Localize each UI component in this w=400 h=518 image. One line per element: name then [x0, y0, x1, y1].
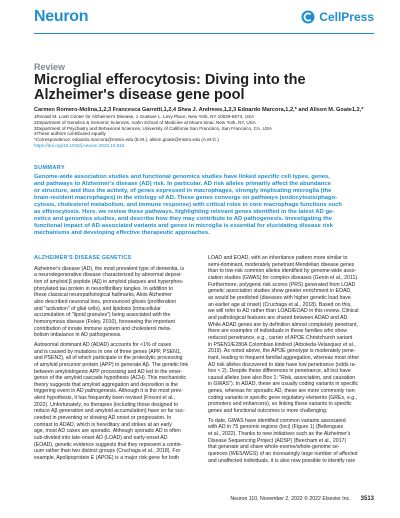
body-text-line: genes, whereas for sporadic AD, these are more commonly non- [208, 388, 357, 395]
summary-line: netics and genomics studies, and describe how they may contribute to AD pathogenesis. Investigating the [34, 216, 332, 223]
summary-line: functional impact of AD-associated variants and genes in microglia is essential for elucidating disease risk [34, 223, 333, 230]
summary-line: cytosis, cholesterol metabolism, and immune response) with critical roles in core macrophage functions such [34, 202, 343, 209]
publisher-name: CellPress [319, 10, 374, 24]
body-text-line: To date, GWAS have identified common variants associated [208, 417, 346, 424]
body-text-line: with AD in 75 genomic regions (loci) (Figure 1) (Bellenguez [208, 424, 344, 431]
body-text-line: ceeded in preventing or slowing AD onset or progression. In [34, 415, 172, 422]
body-text-line: in PSEN1/E280A Colombian kindred (Arboleda-Velasquez et al., [208, 341, 356, 348]
body-text-line: sub-divided into late-onset AD (LOAD) and early-onset AD [34, 435, 168, 442]
doi-link[interactable]: https://doi.org/10.1016/j.neuron.2022.10.015 [34, 142, 125, 148]
body-text-line: 2022). Unfortunately, no therapies (including those designed to [34, 401, 179, 408]
paragraph [34, 342, 196, 462]
affiliation-line: 3Department of Psychiatry and Behavioral Sciences, University of California San Francisco, San Francisco, CA, USA [34, 125, 272, 131]
body-text-line: and unaffected individuals, it is also now possible to identify rare [208, 457, 356, 464]
summary-line: and pathways to Alzheimer's disease (AD) risk. In particular, AD risk alleles primarily affect the abundance [34, 181, 331, 188]
body-text-line: we will refer to AD rather than LOAD/EOAD in this review. Clinical [208, 308, 359, 315]
body-text-line: trant, leading to frequent familial aggregation, whereas most other [208, 354, 360, 361]
body-text-line: genes and functional outcomes is more challenging. [208, 408, 328, 415]
body-text-line: uum rather than two distinct groups (Cruchaga et al., 2018). For [34, 448, 181, 455]
body-text-line: Disease Sequencing Project (ADSP) (Beecham et al., 2017) [208, 437, 347, 444]
body-text-line: causal alleles (see also Box 1: "Risk, association, and causation [208, 374, 356, 381]
body-text-line: also described neuronal loss, pronounced gliosis (proliferation [34, 298, 177, 305]
body-text-line: there are examples of individuals in these families who show [208, 328, 347, 335]
body-text-line: and "activation" of glial cells), and lipidosis (intracellular [34, 305, 161, 312]
right-column [208, 255, 370, 464]
body-text-line: theory suggests that amyloid aggregation and deposition is the [34, 381, 178, 388]
body-text-line: promoters and enhancers), so linking these variants to specific [208, 401, 352, 408]
body-text-line: and is caused by mutations in one of three genes (APP, PSEN1, [34, 348, 182, 355]
body-text-line: in GWAS"). In ADAD, these are usually coding variants in specific [208, 381, 359, 388]
body-text-line: as would be predicted (diseases with higher genetic load have [208, 294, 351, 301]
body-text-line: LOAD and EOAD, with an inheritance pattern more similar to [208, 255, 348, 261]
correspondence-line[interactable]: *Correspondence: edoardo.marcora@mssm.edu (E.M.), alison.goate@mssm.edu (A.M.G.) [34, 137, 219, 143]
body-text-line: an earlier age at onset) (Cruchaga et al., 2018). Based on this, [208, 301, 352, 308]
body-text-line: (EOAD), genetic evidence suggests that they represent a contin- [34, 441, 183, 448]
body-text-line: contribution of innate immune system and cholesterol meta- [34, 325, 172, 332]
body-text-line: gence of the amyloid cascade hypothesis (ACH). This mechanistic [34, 375, 187, 382]
body-text-line: and PSEN2), all of which participate in the proteolytic processing [34, 355, 183, 362]
body-text-line: ciation studies (GWAS) for complex diseases (Genin et al., 2011). [208, 274, 359, 281]
body-text-line: homonymous disease (Foley, 2010), foreseeing the important [34, 318, 175, 325]
body-text-line: phorylated tau protein in neurofibrillary tangles. In addition to [34, 285, 173, 292]
body-text-line: AD risk alleles discovered to date have low penetrance (odds ra- [208, 361, 357, 368]
paragraph [208, 255, 370, 415]
body-text-line: between amyloidogenic APP processing and AD led to the emer- [34, 368, 183, 375]
affiliation-line: 2Department of Genetics & Genomic Sciences, Icahn School of Medicine at Mount Sinai, New York, NY, USA [34, 119, 256, 125]
summary-line: or structure, and thus the activity, of genes expressed in macrophages, strongly implicating microglia (the [34, 188, 332, 195]
body-text-line: While ADAD genes are by definition almost completely penetrant, [208, 321, 358, 328]
body-text-line: bolism imbalance in AD pathogenesis. [34, 332, 122, 339]
page-number: 3513 [360, 496, 374, 502]
body-text-line: alent hypothesis, it has frequently been revised (Frisoni et al., [34, 395, 176, 402]
body-text-line: semi-dominant, moderately penetrant Mendelian disease genes [208, 261, 355, 268]
left-column [34, 255, 196, 462]
article-title: Microglial efferocytosis: Diving into the Alzheimer's disease gene pool [34, 72, 306, 103]
body-text-line: coding variants in specific gene regulatory elements (GREs, e.g., [208, 394, 358, 401]
body-text-line: these classical neuropathological hallmarks, Alois Alzheimer [34, 292, 172, 299]
affiliation-line: 1Ronald M. Loeb Center for Alzheimer's Disease, 1 Gustave L. Levy Place, New York, NY 10029-6574, USA [34, 114, 255, 119]
section-heading: ALZHEIMER'S DISEASE GENETICS [34, 255, 132, 261]
body-text-line: Alzheimer's disease (AD), the most prevalent type of dementia, is [34, 265, 185, 272]
body-text-line: et al., 2022). Thanks to new initiatives such as the Alzheimer's [208, 431, 351, 438]
summary-line: mechanisms and developing effective therapeutic approaches. [34, 230, 210, 237]
article-type: Review [34, 62, 66, 72]
author-list: Carmen Romero-Molina,1,2,3 Francesca Garretti,1,2,4 Shea J. Andrews,1,2,3 Edoardo Marcora,1,2,* and Alison M. Goate1,2,* [34, 107, 364, 113]
body-text-line: a neurodegenerative disease characterized by abnormal deposi- [34, 272, 182, 279]
body-text-line: tion of amyloid β peptide (Aβ) in amyloid plaques and hyperphos- [34, 278, 184, 285]
summary-heading: SUMMARY [34, 165, 66, 171]
summary-line: Genome-wide association studies and functional genomics studies have linked specific cell types, genes, [34, 174, 330, 180]
body-text-line: of amyloid precursor protein (APP) to generate Aβ. The genetic link [34, 361, 189, 368]
body-text-line: quences (WES/WGS) of an increasingly large number of affected [208, 451, 358, 458]
body-text-line: example, Apolipoprotein E (APOE) is a major risk gene for both [34, 455, 180, 462]
body-text-line: 2019). As noted above, the APOE genotype is moderately pene- [208, 348, 356, 355]
body-text-line: genetic association studies show greater enrichment in EOAD, [208, 288, 352, 295]
body-text-line: than to low-risk common alleles identified by genome-wide asso- [208, 268, 357, 275]
publisher-logo[interactable] [301, 10, 374, 24]
summary-line: brain-resident macrophages) in the etiology of AD. These genes converge on pathways (endocytosis/phago- [34, 195, 338, 202]
affiliations [34, 114, 374, 149]
summary-line: as efferocytosis. Here, we review these pathways, highlighting relevant genes identified in the latest AD ge- [34, 209, 335, 216]
body-text-line: and pathological features are shared between ADAD and AD. [208, 314, 349, 321]
page-footer [230, 496, 374, 502]
body-text-line: contrast to ADAD, which is hereditary and strikes at an early [34, 421, 172, 428]
cellpress-icon [301, 10, 315, 24]
journal-name[interactable]: Neuron [34, 8, 89, 25]
paragraph [34, 266, 196, 339]
body-text-line: Furthermore, polygenic risk scores (PRS) generated from LOAD [208, 281, 356, 288]
body-text-line: accumulation of "lipoid granules") being associated with the [34, 312, 171, 319]
summary-text [34, 174, 369, 237]
body-text-line: reduced penetrance, e.g., carrier of APOE Christchurch variant [208, 334, 353, 341]
header-divider [34, 33, 374, 34]
paragraph [208, 418, 370, 465]
body-text-line: triggering event in AD pathogenesis. Although it is the most prev- [34, 388, 183, 395]
body-text-line: Autosomal dominant AD (ADAD) accounts for <1% of cases [34, 341, 172, 348]
body-text-line: that generate and share whole-exome/whole-genome se- [208, 444, 340, 451]
body-text-line: tios < 2). Despite these differences in penetrance, all loci have [208, 368, 351, 375]
body-text-line: age, most AD cases are sporadic. Although sporadic AD is often [34, 428, 181, 435]
footer-citation: Neuron 110, November 2, 2022 © 2022 Elsevier Inc. [230, 496, 351, 502]
body-text-line: reduce Aβ generation and amyloid accumulation) have so far suc- [34, 408, 185, 415]
affiliation-line: 4These authors contributed equally [34, 131, 106, 137]
